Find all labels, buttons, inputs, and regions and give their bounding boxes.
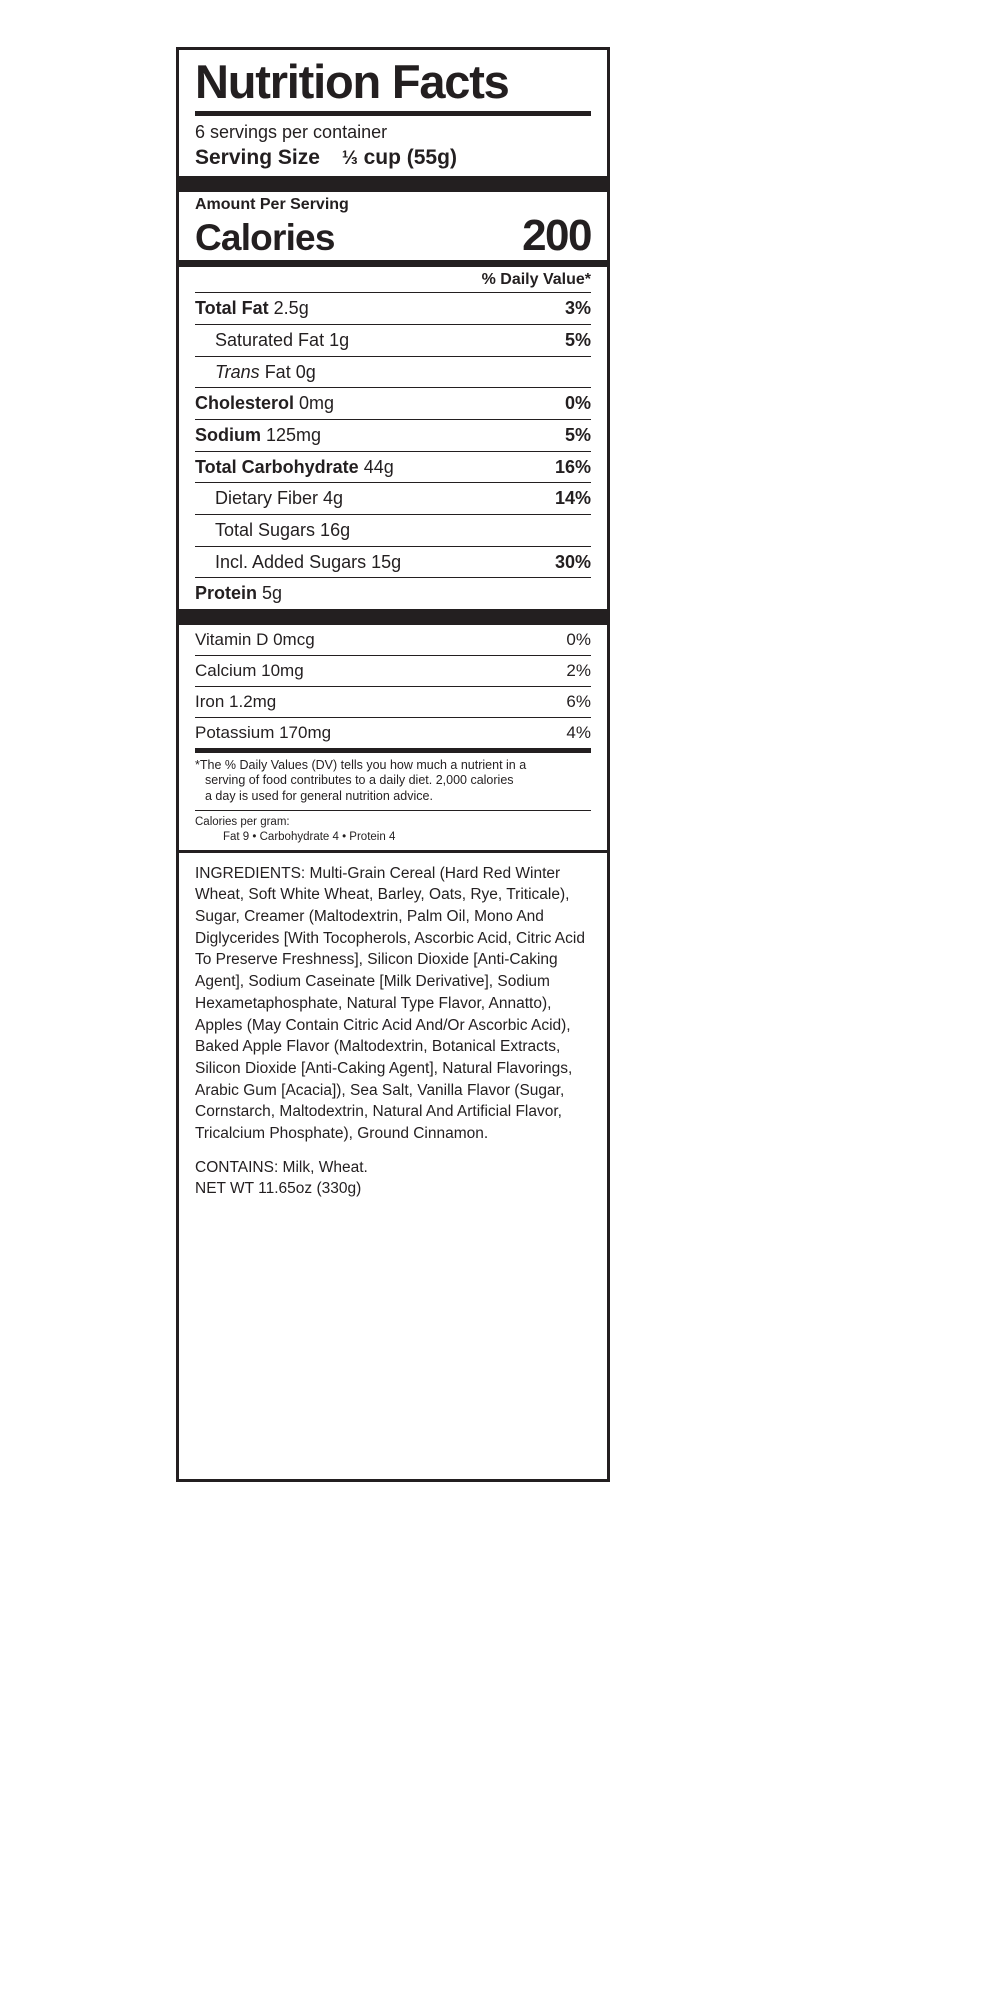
row-potassium-name: Potassium 170mg: [195, 723, 332, 743]
row-dietary-fiber-dv: 14%: [554, 488, 591, 509]
row-saturated-fat: [195, 325, 591, 356]
calories-per-gram-values: Fat 9 • Carbohydrate 4 • Protein 4: [223, 830, 396, 843]
amount-per-serving-label: Amount Per Serving: [195, 196, 349, 214]
row-total-fat-dv: 3%: [564, 298, 591, 319]
calories-per-gram-block: [195, 811, 591, 850]
calories-per-gram-label: Calories per gram:: [195, 815, 290, 828]
row-vitamin-d-dv: 0%: [566, 630, 591, 650]
nutrient-rows: [179, 292, 607, 609]
row-calcium: [195, 656, 591, 686]
row-total-fat: [195, 293, 591, 324]
calories-label: Calories: [195, 217, 335, 259]
label-header: [179, 50, 607, 176]
divider-under-calories: [179, 260, 607, 267]
daily-value-header-block: [179, 267, 607, 292]
row-total-carbohydrate-label: [195, 457, 394, 478]
row-saturated-fat-name: Saturated Fat 1g: [215, 329, 350, 350]
ingredients-list: INGREDIENTS: Multi-Grain Cereal (Hard Red Winter Wheat, Soft White Wheat, Barley, Oats, Rye, Triticale), Sugar, Creamer (Maltodextrin, Palm Oil, Mono And Diglycerides [With Tocopherols, Ascorbic Acid, Citric Acid To Preserve Freshness], Silicon Dioxide [Anti-Caking Agent], Sodium Caseinate [Milk Derivative], Sodium Hexametaphosphate, Natural Type Flavor, Annatto), Apples (May Contain Citric Acid And/Or Ascorbic Acid), Baked Apple Flavor (Maltodextrin, Botanical Extracts, Silicon Dioxide [Anti-Caking Agent], Natural Flavorings, Arabic Gum [Acacia]), Sea Salt, Vanilla Flavor (Sugar, Cornstarch, Maltodextrin, Natural And Artificial Flavor, Tricalcium Phosphate), Ground Cinnamon.: [195, 864, 585, 1142]
divider-thick-top: [179, 176, 607, 192]
serving-size-unit: cup (55g): [363, 145, 457, 169]
row-total-sugars: [195, 515, 591, 546]
row-total-fat-name: Total Fat: [195, 298, 269, 319]
row-trans-fat-label: [195, 362, 316, 383]
row-sodium: [195, 420, 591, 451]
row-cholesterol-amount: 0mg: [294, 393, 335, 414]
page-title: Nutrition Facts: [195, 55, 509, 108]
row-vitamin-d: [195, 625, 591, 655]
row-sodium-dv: 5%: [564, 424, 591, 445]
row-total-carbohydrate: [195, 452, 591, 483]
calories-row: [195, 211, 591, 261]
blank-space: [195, 1200, 591, 1465]
row-potassium-dv: 4%: [566, 723, 591, 743]
row-total-fat-amount: 2.5g: [268, 298, 309, 319]
row-cholesterol-label: [195, 393, 334, 414]
row-iron-name: Iron 1.2mg: [195, 692, 277, 712]
row-total-fat-label: [195, 298, 309, 319]
row-iron: [195, 687, 591, 717]
serving-size-value: [342, 144, 457, 172]
row-trans-fat: [195, 357, 591, 388]
row-cholesterol-dv: 0%: [564, 393, 591, 414]
row-dietary-fiber-name: Dietary Fiber 4g: [215, 488, 344, 509]
row-vitamin-d-name: Vitamin D 0mcg: [195, 630, 315, 650]
footnote-line-3: a day is used for general nutrition advice.: [205, 788, 433, 803]
row-calcium-dv: 2%: [566, 661, 591, 681]
row-total-carbohydrate-dv: 16%: [554, 456, 591, 477]
footnote-line-2: serving of food contributes to a daily diet. 2,000 calories: [205, 773, 514, 788]
serving-size-fraction: ⅓: [341, 147, 358, 169]
net-weight: NET WT 11.65oz (330g): [195, 1180, 362, 1198]
nutrition-facts-label: [176, 47, 610, 1482]
row-trans-fat-italic: Trans: [215, 361, 260, 382]
row-calcium-name: Calcium 10mg: [195, 661, 304, 681]
footnote-line-1: *The % Daily Values (DV) tells you how much a nutrient in a: [195, 758, 527, 773]
row-trans-fat-rest: Fat 0g: [259, 361, 316, 382]
row-potassium: [195, 718, 591, 748]
servings-per-container: 6 servings per container: [195, 122, 388, 142]
calories-block: [179, 192, 607, 260]
daily-value-footnote: [195, 753, 591, 810]
row-sodium-label: [195, 425, 321, 446]
row-protein-label: [195, 583, 282, 604]
row-cholesterol-name: Cholesterol: [195, 393, 295, 414]
row-total-sugars-name: Total Sugars 16g: [215, 520, 351, 540]
serving-size-label: Serving Size: [195, 145, 320, 169]
serving-size-row: [195, 144, 591, 177]
daily-value-header: % Daily Value*: [481, 271, 591, 289]
vitamin-rows: [179, 625, 607, 850]
row-saturated-fat-dv: 5%: [564, 329, 591, 350]
row-added-sugars: [195, 547, 591, 578]
row-iron-dv: 6%: [566, 692, 591, 712]
contains-statement: CONTAINS: Milk, Wheat.: [195, 1158, 368, 1176]
row-protein-name: Protein: [195, 583, 258, 604]
row-total-carbohydrate-name: Total Carbohydrate: [195, 456, 359, 477]
calories-value: 200: [522, 211, 591, 261]
row-added-sugars-dv: 30%: [554, 551, 591, 572]
row-dietary-fiber: [195, 483, 591, 514]
row-sodium-name: Sodium: [195, 424, 261, 445]
row-cholesterol: [195, 388, 591, 419]
divider-thick-vitamins: [179, 609, 607, 625]
row-added-sugars-name: Incl. Added Sugars 15g: [215, 551, 402, 572]
row-total-carbohydrate-amount: 44g: [358, 456, 394, 477]
row-protein: [195, 578, 591, 609]
row-protein-amount: 5g: [257, 583, 283, 604]
ingredients-panel: [179, 850, 607, 1479]
row-sodium-amount: 125mg: [261, 424, 322, 445]
